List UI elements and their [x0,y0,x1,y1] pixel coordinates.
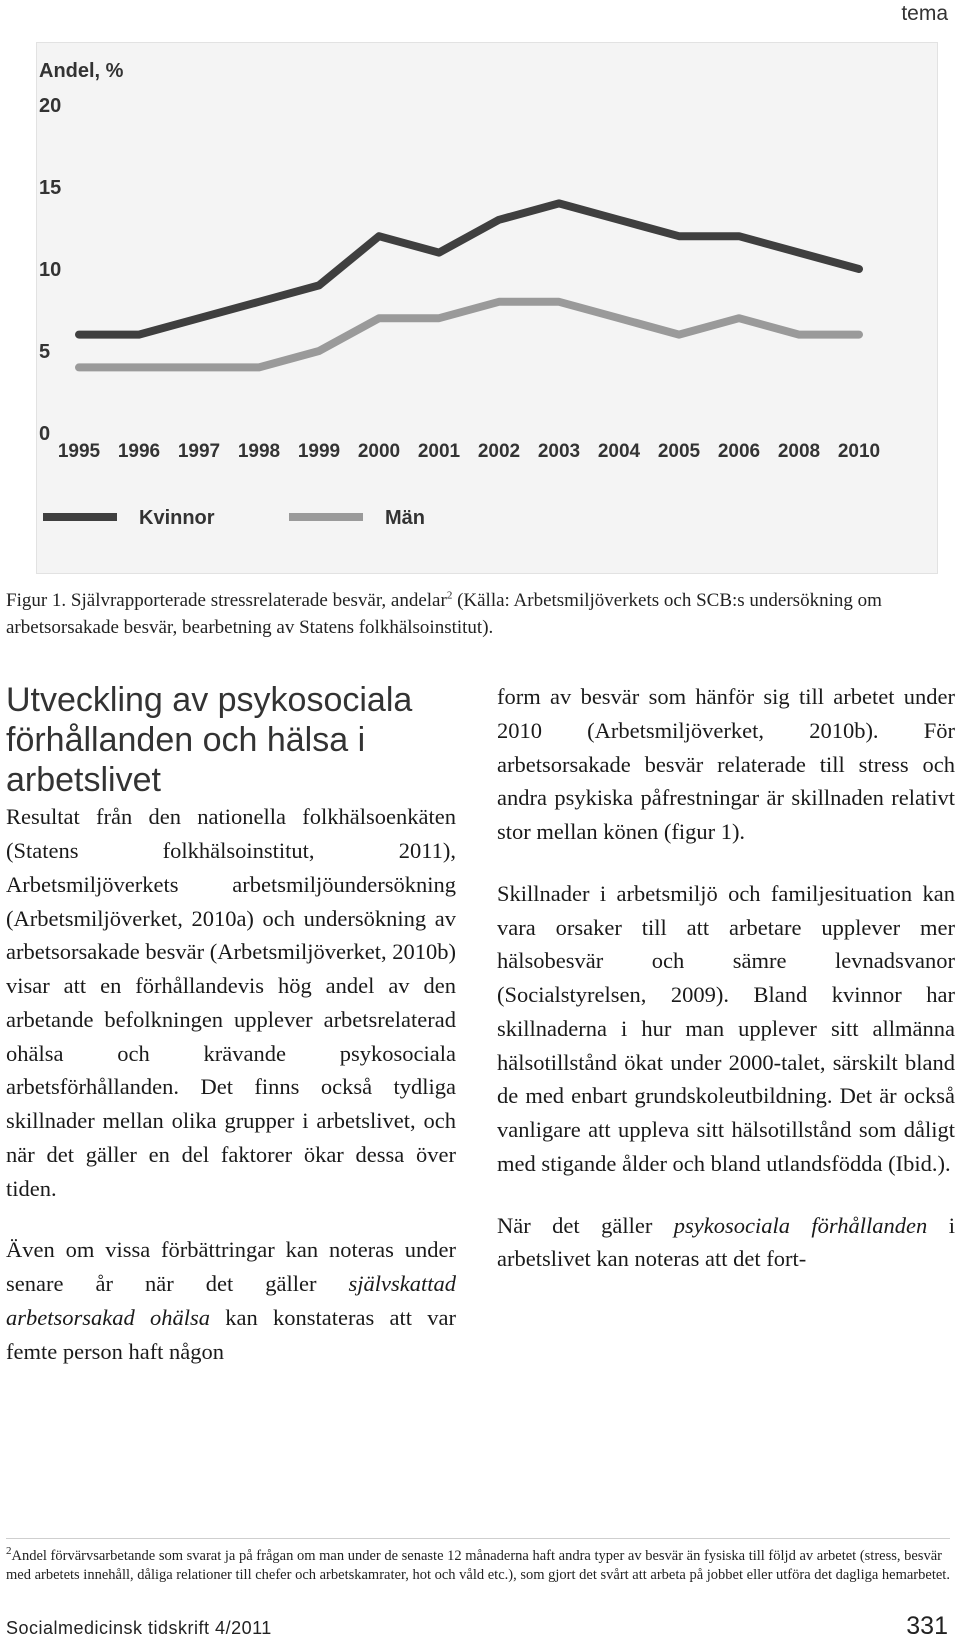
x-tick-label: 2002 [477,441,521,462]
article-column-right [497,680,955,1276]
x-tick-label: 2003 [537,441,581,462]
paragraph-text: i arbetslivet kan noteras att det fort- [497,1212,955,1272]
x-tick-label: 1996 [117,441,161,462]
x-tick-label: 1998 [237,441,281,462]
figure-caption [6,588,946,641]
article-column-left [6,680,456,1368]
paragraph-emphasis: psykosociala förhållanden [673,1212,928,1238]
x-tick-label: 2000 [357,441,401,462]
x-tick-label: 2010 [837,441,881,462]
x-tick-label: 2005 [657,441,701,462]
page-number: 331 [906,1612,948,1640]
caption-footnote-ref: 2 [446,589,453,602]
footnote [6,1538,950,1584]
paragraph-text: Även om vissa förbättringar kan noteras under senare år när det gäller [6,1237,456,1297]
y-tick-label: 0 [39,423,51,445]
figure-chart [36,42,938,574]
line-chart [37,43,937,573]
caption-text: Figur 1. Självrapporterade stressrelaterade besvär, andelar [6,590,447,611]
legend-label: Kvinnor [139,507,215,529]
legend-label: Män [385,507,425,529]
paragraph-text: kan konstateras att var femte person haft någon [6,1304,457,1364]
y-tick-label: 10 [39,259,62,281]
x-tick-label: 1997 [177,441,221,462]
caption-text-rest: (Källa: Arbetsmiljöverkets och SCB:s undersökning om arbetsorsakade besvär, bearbetning av Statens folkhälsoinstitut). [6,590,882,638]
section-heading: Utveckling av psykosociala förhållanden och hälsa i arbetslivet [6,681,413,800]
section-label: tema [901,2,948,25]
x-tick-label: 1999 [297,441,341,462]
x-tick-label: 2004 [597,441,641,462]
x-tick-label: 2006 [717,441,761,462]
paragraph: Skillnader i arbetsmiljö och familjesituation kan vara orsaker till att arbetare upplever mer hälsobesvär och sämre levnadsvanor (Socialstyrelsen, 2009). Bland kvinnor har skillnaderna i hur man upplever sitt allmänna hälsotillstånd ökat under 2000-talet, särskilt bland de med enbart grundskoleutbildning. Det är också vanligare att uppleva sitt hälsotillstånd som dåligt med stigande ålder och bland utlandsfödda (Ibid.). [497,880,955,1176]
journal-name: Socialmedicinsk tidskrift 4/2011 [6,1618,272,1638]
series-line [79,302,859,368]
paragraph: form av besvär som hänför sig till arbetet under 2010 (Arbetsmiljöverket, 2010b). För arbetsorsakade besvär relaterade till stress och andra psykiska påfrestningar är skillnaden relativt stor mellan könen (figur 1). [497,684,955,844]
x-tick-label: 2008 [777,441,821,462]
y-tick-label: 20 [39,95,62,117]
footnote-text: Andel förvärvsarbetande som svarat ja på frågan om man under de senaste 12 månaderna haft andra typer av besvär än fysiska till följd av arbetet (stress, besvär med arbetets innehåll, dåliga relationer till chefer och arbetskamrater, hot och våld etc.), som gjort det svårt att arbeta på jobbet eller utföra det dagliga hemarbetet. [6,1548,950,1583]
paragraph-text: När det gäller [497,1212,674,1238]
x-tick-label: 2001 [417,441,461,462]
paragraph [6,1233,456,1368]
y-axis-label: Andel, % [39,60,124,82]
paragraph [497,1209,955,1277]
paragraph-emphasis: självskattad arbetsorsakad ohälsa [6,1271,456,1330]
footnote-number: 2 [6,1545,12,1558]
y-tick-label: 15 [39,177,62,199]
y-tick-label: 5 [39,341,51,363]
x-tick-label: 1995 [57,441,101,462]
paragraph: Resultat från den nationella folkhälsoenkäten (Statens folkhälsoinstitut, 2011), Arbetsmiljöverkets arbetsmiljöundersökning (Arbetsmiljöverket, 2010a) och undersökning av arbetsorsakade besvär (Arbetsmiljöverket, 2010b) visar att en förhållandevis hög andel av den arbetande befolkningen upplever arbetsrelaterad ohälsa och krävande psykosociala arbetsförhållanden. Det finns också tydliga skillnader mellan olika grupper i arbetslivet, och när det gäller en del faktorer ökar dessa över tiden. [6,804,456,1201]
